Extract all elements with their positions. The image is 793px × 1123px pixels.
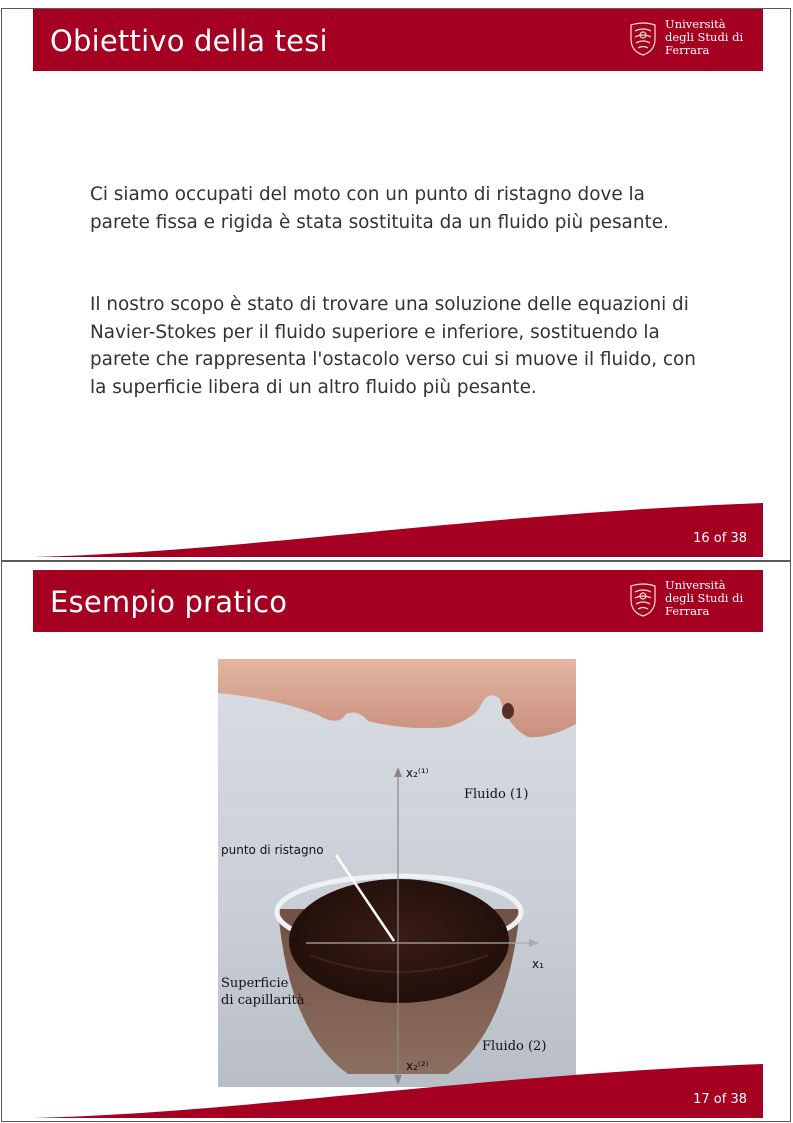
slide-header [33, 570, 763, 632]
paragraph-2: Il nostro scopo è stato di trovare una soluzione delle equazioni di Navier-Stokes per il fluido superiore e inferiore, sostituendo la parete che rappresenta l'ostacolo verso cui si muove il fluido, con la superficie libera di un altro fluido più pesante. [90, 294, 696, 398]
logo-line-3: Ferrara [665, 43, 710, 57]
label-surface-line-2: di capillarità [221, 993, 305, 1008]
label-x1: x₁ [532, 957, 544, 971]
logo-line-2: degli Studi di [665, 591, 744, 605]
footer-swoosh [2, 1061, 791, 1121]
slide-title: Obiettivo della tesi [50, 24, 328, 58]
logo-line-1: Università [665, 17, 726, 31]
photo-illustration [218, 659, 576, 1087]
page-number: 16 of 38 [693, 531, 747, 546]
university-logo [625, 578, 744, 629]
university-seal-icon [625, 580, 661, 618]
label-fluid-1: Fluido (1) [464, 787, 529, 802]
slide-header [33, 9, 763, 71]
coffee-surface [289, 879, 509, 1003]
coffee-cup-photo [218, 659, 576, 1087]
logo-line-1: Università [665, 578, 726, 592]
nostril [502, 703, 514, 719]
university-seal-icon [625, 19, 661, 57]
university-logo [625, 17, 744, 68]
logo-line-3: Ferrara [665, 604, 710, 618]
logo-line-2: degli Studi di [665, 30, 744, 44]
footer-swoosh [2, 500, 791, 560]
slide-16 [1, 8, 791, 561]
slide-17 [1, 561, 791, 1122]
page-number: 17 of 38 [693, 1092, 747, 1107]
label-stagnation-point: punto di ristagno [221, 843, 324, 857]
label-x2-lower: x₂⁽²⁾ [406, 1059, 429, 1073]
paragraph-1: Ci siamo occupati del moto con un punto di ristagno dove la parete fissa e rigida è stata sostituita da un fluido più pesante. [90, 184, 669, 233]
label-fluid-2: Fluido (2) [482, 1039, 547, 1054]
label-x2-upper: x₂⁽¹⁾ [406, 766, 429, 780]
slide-title: Esempio pratico [50, 585, 288, 619]
label-surface-line-1: Superficie [221, 976, 289, 991]
